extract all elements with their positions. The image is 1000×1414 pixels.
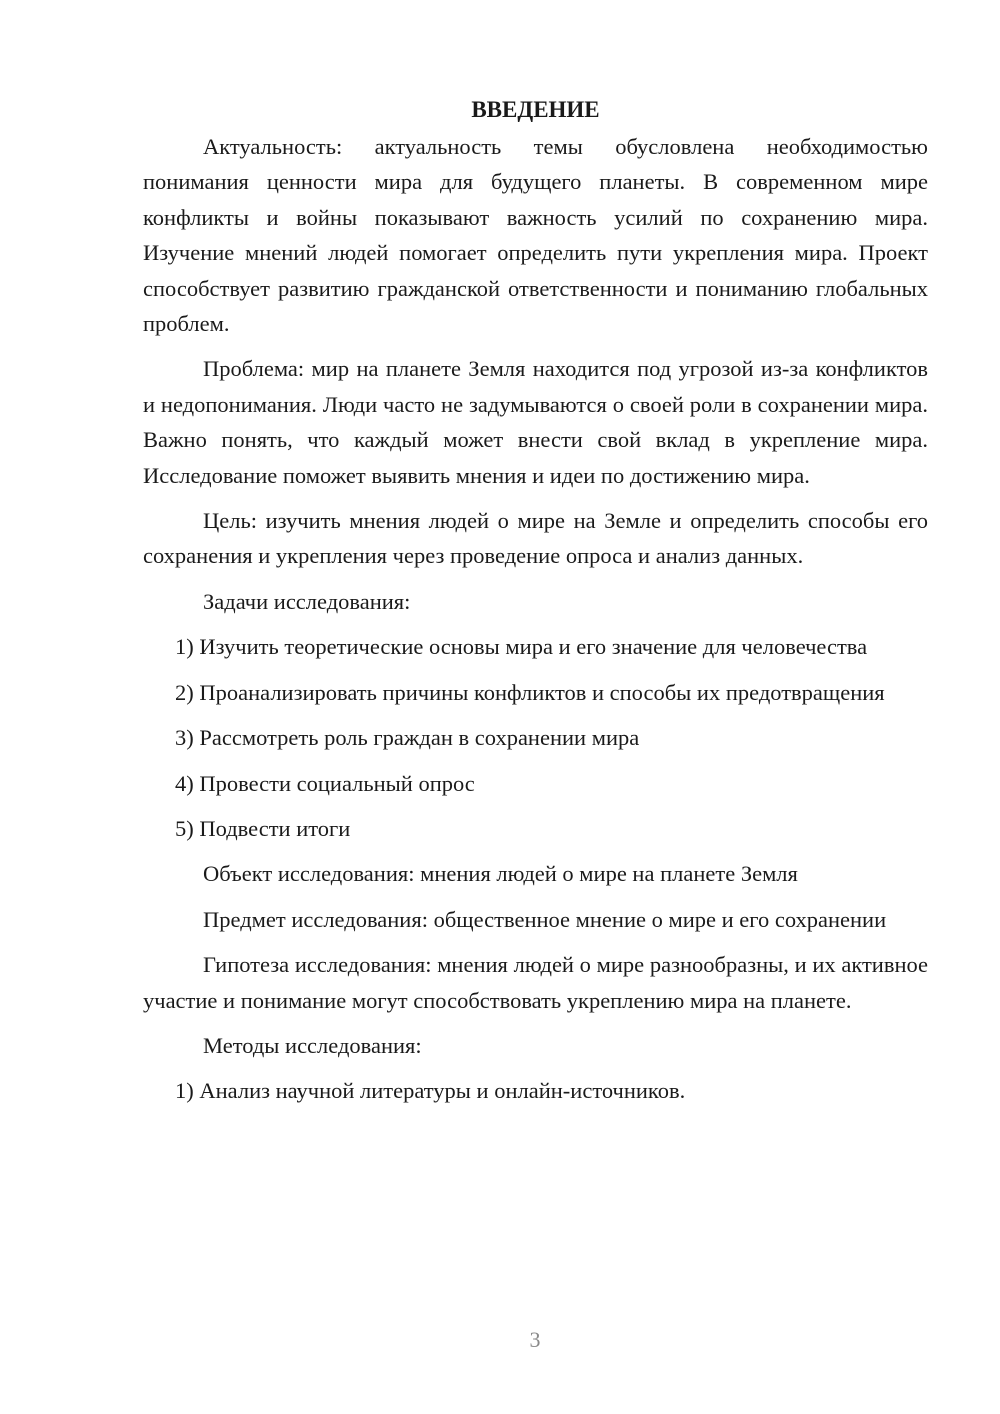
object-paragraph: Объект исследования: мнения людей о мире на планете Земля — [203, 861, 798, 887]
relevance-paragraph: Актуальность: актуальность темы обусловлена необходимостью понимания ценности мира для будущего планеты. В современном мире конфликты и войны показывают важность усилий по сохранению мира. Изучение мнений людей помогает определить пути укрепления мира. Проект способствует развитию гражданской ответственности и пониманию глобальных проблем. — [143, 134, 928, 337]
task-item: 4) Провести социальный опрос — [175, 770, 475, 796]
task-item: 1) Изучить теоретические основы мира и его значение для человечества — [175, 634, 868, 660]
problem-paragraph: Проблема: мир на планете Земля находится под угрозой из-за конфликтов и недопонимания. Люди часто не задумываются о своей роли в сохранении мира. Важно понять, что каждый может внести свой вклад в укрепление мира. Исследование поможет выявить мнения и идеи по достижению мира. — [143, 356, 928, 488]
methods-heading: Методы исследования: — [203, 1032, 422, 1058]
document-page — [143, 92, 928, 1119]
page-number: 3 — [529, 1327, 541, 1352]
subject-paragraph: Предмет исследования: общественное мнение о мире и его сохранении — [203, 906, 887, 932]
hypothesis-paragraph: Гипотеза исследования: мнения людей о мире разнообразны, и их активное участие и понимание могут способствовать укреплению мира на планете. — [143, 952, 928, 1013]
goal-paragraph: Цель: изучить мнения людей о мире на Земле и определить способы его сохранения и укрепления через проведение опроса и анализ данных. — [143, 508, 928, 569]
tasks-heading: Задачи исследования: — [203, 588, 411, 614]
method-item: 1) Анализ научной литературы и онлайн-источников. — [175, 1078, 686, 1104]
task-item: 5) Подвести итоги — [175, 815, 351, 841]
task-item: 2) Проанализировать причины конфликтов и способы их предотвращения — [175, 679, 885, 705]
section-title: ВВЕДЕНИЕ — [471, 97, 600, 122]
task-item: 3) Рассмотреть роль граждан в сохранении мира — [175, 725, 640, 751]
